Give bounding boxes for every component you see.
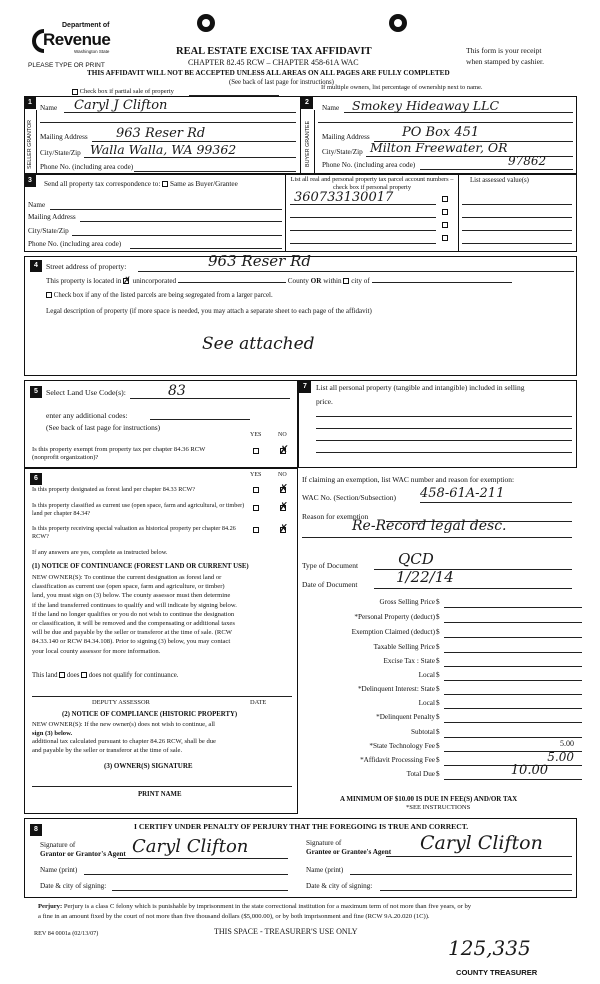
yes-header: YES	[250, 472, 262, 478]
personal-property-label: price.	[316, 397, 333, 406]
current-use-yes-checkbox[interactable]	[253, 505, 259, 511]
parcel-number-input[interactable]: 360733130017	[294, 190, 394, 205]
legal-description-input[interactable]: See attached	[202, 334, 315, 354]
section-number: 6	[30, 473, 42, 485]
corr-address-label: Mailing Address	[28, 213, 76, 221]
does-label: does	[66, 672, 80, 679]
type-or-print: PLEASE TYPE OR PRINT	[28, 62, 105, 69]
treasurer-space-label: THIS SPACE - TREASURER'S USE ONLY	[214, 927, 358, 936]
receipt-note: This form is your receipt	[466, 46, 542, 55]
notice-continuance-title: (1) NOTICE OF CONTINUANCE (FOREST LAND OR CURRENT USE)	[32, 563, 249, 570]
corr-phone-label: Phone No. (including area code)	[28, 240, 122, 248]
buyer-city-label: City/State/Zip	[322, 148, 363, 156]
doc-date-input[interactable]: 1/22/14	[396, 568, 454, 586]
check-mark-icon: ✗	[279, 500, 289, 513]
partial-sale[interactable]	[72, 88, 174, 96]
receipt-note: when stamped by cashier.	[466, 57, 545, 66]
does-checkbox[interactable]	[59, 672, 65, 678]
fee-row: Excise Tax : State $	[300, 657, 582, 669]
notice-line: your local county assessor for more information.	[32, 647, 161, 655]
fee-value[interactable]: 5.00	[560, 739, 574, 748]
section-number: 2	[301, 97, 313, 109]
reason-input[interactable]: Re-Record legal desc.	[352, 518, 507, 534]
fee-row: Local $	[300, 699, 582, 711]
fee-label: Excise Tax : State	[383, 657, 435, 665]
personal-property-checkbox[interactable]	[442, 196, 448, 202]
personal-property-checkbox[interactable]	[442, 235, 448, 241]
perjury-note	[38, 902, 578, 921]
seller-address-label: Mailing Address	[40, 133, 88, 141]
perjury-text: Perjury is a class C felony which is punishable by imprisonment in the state correctional institution for a maximum term of not more than five years, or by	[63, 903, 472, 910]
section-number: 5	[30, 386, 42, 398]
property-location	[46, 276, 512, 287]
historic-yes-checkbox[interactable]	[253, 527, 259, 533]
perjury-text: a fine in an amount fixed by the court of not more than five thousand dollars ($5,000.00), or by both imprisonment and fine (RCW 9A.20.020 (1C)).	[38, 912, 430, 920]
see-instructions: *SEE INSTRUCTIONS	[406, 804, 471, 811]
does-not-checkbox[interactable]	[81, 672, 87, 678]
fee-row: *State Technology Fee $ 5.00	[300, 742, 582, 754]
buyer-phone-label: Phone No. (including area code)	[322, 161, 416, 169]
notice-line: 84.33.140 or RCW 84.34.108). Prior to signing (3) below, you may contact	[32, 638, 231, 646]
notice-line: or classification, it will be removed and the compensating or additional taxes	[32, 620, 235, 628]
fee-row: Local $	[300, 671, 582, 683]
punch-hole-icon	[394, 19, 402, 27]
check-mark-icon: ✗	[279, 522, 289, 535]
forest-yes-checkbox[interactable]	[253, 487, 259, 493]
fee-label: *Delinquent Penalty	[376, 713, 435, 721]
section-number: 3	[24, 175, 36, 187]
notice-compliance-body	[32, 721, 296, 755]
segregated	[46, 292, 273, 301]
grantee-sig-label: Grantee or Grantee's Agent	[306, 848, 392, 856]
same-as-buyer-checkbox[interactable]	[162, 181, 168, 187]
personal-property-checkbox[interactable]	[442, 209, 448, 215]
fee-row: *Affidavit Processing Fee $ 5.00	[300, 756, 582, 768]
notice-line: additional tax calculated pursuant to chapter 84.26 RCW, shall be due	[32, 738, 216, 746]
notice-line: classification as current use (open space, farm and agriculture, or timber)	[32, 583, 225, 591]
punch-hole-icon	[202, 19, 210, 27]
corr-name-label: Name	[28, 201, 46, 209]
notice-compliance-title: (2) NOTICE OF COMPLIANCE (HISTORIC PROPERTY)	[62, 711, 238, 718]
city-checkbox[interactable]	[343, 278, 349, 284]
this-land-label: This land	[32, 672, 58, 679]
fee-row: Subtotal $	[300, 728, 582, 740]
check-mark-icon: ✗	[279, 443, 290, 457]
grantee-name-print-label: Name (print)	[306, 866, 344, 874]
form-revision: REV 84 0001a (02/13/07)	[34, 930, 99, 937]
assessed-header: List assessed value(s)	[470, 177, 529, 184]
seller-name-input[interactable]: Caryl J Clifton	[74, 98, 168, 113]
fee-label: Local	[418, 671, 435, 679]
fee-row: *Delinquent Penalty $	[300, 713, 582, 725]
grantee-date-label: Date & city of signing:	[306, 882, 373, 890]
notice-line: sign (3) below.	[32, 729, 73, 737]
buyer-name-input[interactable]: Smokey Hideaway LLC	[352, 98, 500, 113]
check-mark-icon: ✗	[123, 276, 131, 286]
notice-line: NEW OWNER(S): If the new owner(s) does not wish to continue, all	[32, 721, 215, 728]
seller-name-label: Name	[40, 104, 58, 112]
street-address-label: Street address of property:	[46, 262, 127, 271]
deputy-date-label: DATE	[250, 699, 267, 706]
personal-property-label: List all personal property (tangible and intangible) included in selling	[316, 383, 525, 392]
fee-label: Total Due	[406, 770, 435, 778]
historic-question: Is this property receiving special valuation as historical property per chapter 84.26 RCW?	[32, 525, 236, 540]
section-number: 4	[30, 260, 42, 272]
exempt-question: Is this property exempt from property tax per chapter 84.36 RCW (nonprofit organization)?	[32, 446, 206, 462]
wac-input[interactable]: 458-61A-211	[420, 486, 505, 501]
seller-city-label: City/State/Zip	[40, 149, 81, 157]
fee-label: Subtotal	[411, 728, 435, 736]
if-yes-note: If any answers are yes, complete as instructed below.	[32, 549, 168, 556]
additional-codes-label: enter any additional codes:	[46, 411, 128, 420]
buyer-side-label: BUYER GRANTEE	[305, 120, 311, 168]
notice-line: If the land no longer qualifies or you do not wish to continue the designation	[32, 610, 235, 618]
parcel-header: List all real and personal property tax parcel account numbers – check box if personal property	[290, 176, 454, 191]
form-subtitle: CHAPTER 82.45 RCW – CHAPTER 458-61A WAC	[188, 58, 359, 67]
exemption-title: If claiming an exemption, list WAC number and reason for exemption:	[302, 475, 515, 484]
segregated-label: Check box if any of the listed parcels are being segregated from a larger parcel.	[53, 292, 273, 299]
buyer-address-input[interactable]: PO Box 451	[402, 125, 480, 140]
warning-text: THIS AFFIDAVIT WILL NOT BE ACCEPTED UNLESS ALL AREAS ON ALL PAGES ARE FULLY COMPLETED	[87, 69, 450, 77]
minimum-due-note: A MINIMUM OF $10.00 IS DUE IN FEE(S) AND/OR TAX	[340, 795, 518, 803]
section-number: 1	[24, 97, 36, 109]
buyer-zip-input[interactable]: 97862	[508, 154, 547, 168]
fee-row: *Delinquent Interest: State $	[300, 685, 582, 697]
county-label: County	[287, 277, 309, 285]
or-label: OR	[310, 277, 322, 285]
unincorporated-label: unincorporated	[132, 277, 177, 285]
personal-property-section	[298, 380, 577, 468]
fee-row: Exemption Claimed (deduct) $	[300, 628, 582, 640]
fee-row: Total Due $ 10.00	[300, 770, 582, 782]
seller-city-input[interactable]: Walla Walla, WA 99362	[90, 142, 237, 157]
correspondence-title	[44, 180, 238, 189]
section-number: 8	[30, 824, 42, 836]
fee-label: Local	[418, 699, 435, 707]
fee-label: Taxable Selling Price	[373, 643, 435, 651]
forest-land-question: Is this property designated as forest land per chapter 84.33 RCW?	[32, 486, 196, 493]
print-name-label: PRINT NAME	[138, 791, 182, 798]
property-section	[24, 256, 577, 376]
continuance-qualify	[32, 672, 178, 680]
personal-property-checkbox[interactable]	[442, 222, 448, 228]
land-use-see-back: (See back of last page for instructions)	[46, 423, 161, 432]
wac-label: WAC No. (Section/Subsection)	[302, 493, 396, 502]
corr-city-label: City/State/Zip	[28, 227, 69, 235]
current-use-question: Is this property classified as current use (open space, farm and agricultural, or timber) land per chapter 84.34?	[32, 502, 245, 517]
grantor-sig-label: Grantor or Grantor's Agent	[40, 850, 126, 858]
grantor-signature[interactable]: Caryl Clifton	[132, 836, 249, 857]
deputy-assessor-label: DEPUTY ASSESSOR	[92, 699, 150, 706]
fee-label: *Personal Property (deduct)	[354, 613, 435, 621]
partial-sale-label: Check box if partial sale of property	[79, 88, 174, 95]
grantor-name-print-label: Name (print)	[40, 866, 78, 874]
fee-label: Gross Selling Price	[379, 598, 435, 606]
seller-address-input[interactable]: 963 Reser Rd	[116, 126, 206, 141]
buyer-city-input[interactable]: Milton Freewater, OR	[370, 140, 508, 155]
agency-name: Revenue	[43, 30, 111, 49]
located-label: This property is located in	[46, 277, 122, 285]
notice-line: will be due and payable by the seller or transferor at the time of sale. (RCW	[32, 629, 232, 637]
grantee-signature[interactable]: Caryl Clifton	[420, 832, 543, 854]
certify-title: I CERTIFY UNDER PENALTY OF PERJURY THAT THE FOREGOING IS TRUE AND CORRECT.	[134, 822, 469, 831]
buyer-address-label: Mailing Address	[322, 133, 370, 141]
doc-date-label: Date of Document	[302, 580, 358, 589]
seller-phone-label: Phone No. (including area code)	[40, 163, 134, 171]
fee-value[interactable]: 5.00	[547, 750, 574, 764]
notice-line: land, you must sign on (3) below. The county assessor must then determine	[32, 592, 231, 600]
department-logo	[26, 22, 136, 64]
owner-signature-label: (3) OWNER(S) SIGNATURE	[104, 762, 193, 770]
city-of-label: city of	[351, 277, 370, 285]
partial-sale-checkbox[interactable]	[72, 89, 78, 95]
same-as-buyer-label: Same as Buyer/Grantee	[169, 180, 238, 188]
land-use-input[interactable]: 83	[168, 383, 186, 399]
fee-value[interactable]: 10.00	[510, 763, 548, 778]
agency-dept: Department of	[62, 22, 110, 29]
form-title: REAL ESTATE EXCISE TAX AFFIDAVIT	[176, 46, 372, 57]
correspondence-title-text: Send all property tax correspondence to:	[44, 180, 161, 188]
reason-label: Reason for exemption	[302, 512, 369, 521]
notice-line: if the land transferred continues to qualify and will indicate by signing below.	[32, 601, 237, 609]
fee-label: *State Technology Fee	[369, 742, 435, 750]
within-label: within	[323, 277, 342, 285]
fee-label: Exemption Claimed (deduct)	[351, 628, 435, 636]
section-number: 7	[299, 381, 311, 393]
see-back: (See back of last page for instructions)	[229, 79, 334, 86]
land-use-label: Select Land Use Code(s):	[46, 388, 126, 397]
qualify-label: qualify for continuance.	[113, 672, 179, 679]
agency-state: Washington State	[74, 49, 110, 54]
doc-type-label: Type of Document	[302, 561, 359, 570]
multiple-owners-note: If multiple owners, list percentage of ownership next to name.	[321, 84, 483, 91]
fee-row: Gross Selling Price $	[300, 598, 582, 610]
no-header: NO	[278, 432, 287, 438]
buyer-name-label: Name	[322, 104, 340, 112]
receipt-number: 125,335	[448, 936, 531, 960]
segregated-checkbox[interactable]	[46, 292, 52, 298]
fee-row: Taxable Selling Price $	[300, 643, 582, 655]
grantee-sig-label: Signature of	[306, 839, 342, 847]
yes-header: YES	[250, 432, 262, 438]
notice-line: and payable by the seller or transferor at the time of sale.	[32, 746, 183, 754]
legal-description-label: Legal description of property (if more space is needed, you may attach a separate sheet to each page of the affidavit)	[46, 307, 372, 315]
grantor-date-label: Date & city of signing:	[40, 882, 107, 890]
notice-line: NEW OWNER(S): To continue the current designation as forest land or	[32, 574, 222, 581]
notice-continuance-body	[32, 573, 296, 656]
doc-type-input[interactable]: QCD	[398, 550, 434, 568]
perjury-label: Perjury:	[38, 903, 63, 910]
fee-label: *Delinquent Interest: State	[357, 685, 435, 693]
fee-label: *Affidavit Processing Fee	[360, 756, 435, 764]
exempt-yes-checkbox[interactable]	[253, 448, 259, 454]
county-treasurer-label: COUNTY TREASURER	[456, 968, 538, 977]
no-header: NO	[278, 472, 287, 478]
does-not-label: does not	[88, 672, 112, 679]
grantor-sig-label: Signature of	[40, 841, 76, 849]
check-mark-icon: ✗	[279, 482, 289, 495]
fee-row: *Personal Property (deduct) $	[300, 613, 582, 625]
seller-side-label: SELLER GRANTOR	[27, 119, 33, 169]
street-address-input[interactable]: 963 Reser Rd	[208, 252, 311, 270]
